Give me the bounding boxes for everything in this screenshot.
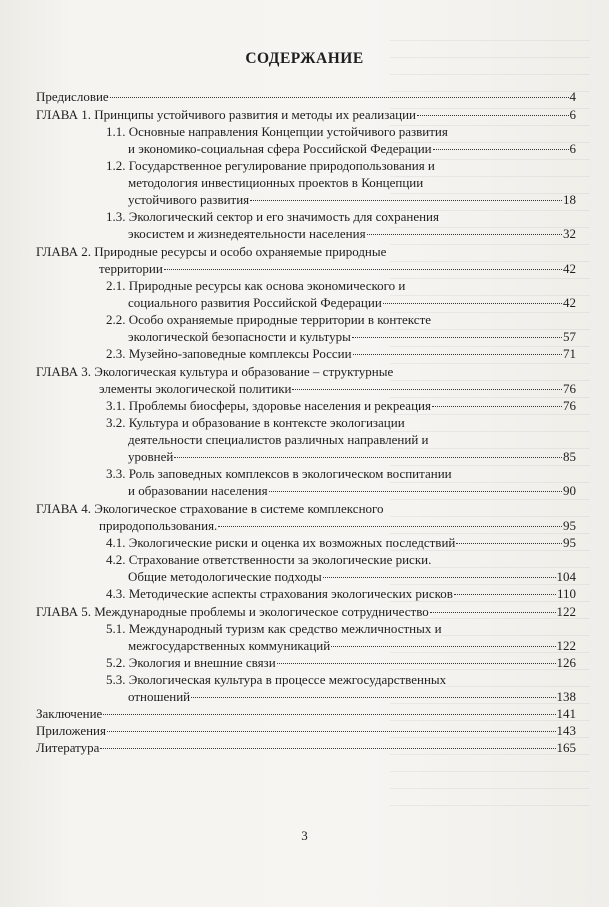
toc-entry-text: Заключение	[36, 706, 103, 721]
toc-entry-text: экологической безопасности и культуры	[128, 329, 351, 344]
toc-entry-text: 5.3. Экологическая культура в процессе межгосударственных	[106, 672, 447, 687]
toc-entry-text: уровней	[128, 449, 174, 464]
toc-entry-text: методология инвестиционных проектов в Концепции	[128, 175, 424, 190]
toc-entry	[36, 465, 576, 499]
toc-entry	[36, 88, 576, 105]
dot-leader	[454, 594, 556, 595]
table-of-contents	[36, 88, 576, 756]
toc-entry	[36, 345, 576, 362]
dot-leader	[277, 663, 556, 664]
toc-entry-text: Общие методологические подходы	[128, 569, 322, 584]
toc-entry-text: 3.1. Проблемы биосферы, здоровье населения и рекреация	[106, 398, 431, 413]
toc-entry-text: 4.2. Страхование ответственности за экологические риски.	[106, 552, 432, 567]
toc-entry	[36, 277, 576, 311]
toc-page-number: 85	[563, 449, 576, 464]
dot-leader	[100, 748, 555, 749]
dot-leader	[292, 389, 562, 390]
dot-leader	[174, 457, 562, 458]
toc-entry	[36, 620, 576, 654]
toc-entry-text: ГЛАВА 5. Международные проблемы и экологическое сотрудничество	[36, 604, 429, 619]
toc-page-number: 110	[556, 586, 576, 601]
toc-entry	[36, 397, 576, 414]
toc-page-number: 4	[569, 89, 576, 104]
toc-entry-text: экосистем и жизнедеятельности населения	[128, 226, 366, 241]
toc-entry-text: ГЛАВА 1. Принципы устойчивого развития и методы их реализации	[36, 107, 416, 122]
toc-entry-text: ГЛАВА 3. Экологическая культура и образование – структурные	[36, 364, 394, 379]
dot-leader	[323, 577, 556, 578]
toc-page-number: 42	[563, 295, 576, 310]
toc-page-number: 42	[563, 261, 576, 276]
dot-leader	[103, 714, 555, 715]
toc-entry-text: 3.3. Роль заповедных комплексов в экологическом воспитании	[106, 466, 452, 481]
toc-page-number: 126	[556, 655, 576, 670]
toc-entry-text: 3.2. Культура и образование в контексте экологизации	[106, 415, 405, 430]
dot-leader	[352, 337, 562, 338]
toc-entry-text: 1.2. Государственное регулирование природопользования и	[106, 158, 435, 173]
dot-leader	[430, 612, 556, 613]
toc-entry-text: ГЛАВА 2. Природные ресурсы и особо охраняемые природные	[36, 244, 387, 259]
toc-entry-text: Приложения	[36, 723, 106, 738]
toc-entry-text: 2.1. Природные ресурсы как основа экономического и	[106, 278, 406, 293]
toc-entry	[36, 671, 576, 705]
dot-leader	[107, 731, 556, 732]
toc-entry-text: 4.1. Экологические риски и оценка их возможных последствий	[106, 535, 456, 550]
toc-page-number: 71	[563, 346, 576, 361]
toc-page-number: 76	[563, 381, 576, 396]
toc-entry-text: 1.1. Основные направления Концепции устойчивого развития	[106, 124, 448, 139]
toc-page-number: 32	[563, 226, 576, 241]
toc-entry	[36, 585, 576, 602]
toc-page-number: 143	[556, 723, 576, 738]
toc-entry	[36, 106, 576, 123]
toc-page-number: 104	[556, 569, 576, 584]
toc-page-number: 141	[556, 706, 576, 721]
dot-leader	[367, 234, 562, 235]
toc-entry	[36, 722, 576, 739]
toc-entry	[36, 500, 576, 534]
toc-entry	[36, 705, 576, 722]
toc-page-number: 165	[556, 740, 576, 755]
toc-entry	[36, 603, 576, 620]
toc-entry-text: элементы экологической политики	[99, 381, 292, 396]
dot-leader	[250, 200, 562, 201]
dot-leader	[331, 646, 555, 647]
toc-entry	[36, 311, 576, 345]
dot-leader	[164, 269, 562, 270]
toc-entry-text: 5.1. Международный туризм как средство межличностных и	[106, 621, 442, 636]
dot-leader	[432, 406, 562, 407]
toc-entry-text: межгосударственных коммуникаций	[128, 638, 331, 653]
dot-leader	[110, 97, 569, 98]
dot-leader	[269, 491, 562, 492]
toc-page-number: 76	[563, 398, 576, 413]
toc-page-number: 95	[563, 518, 576, 533]
toc-entry	[36, 208, 576, 242]
page-number: 3	[301, 828, 308, 843]
dot-leader	[218, 526, 562, 527]
page-title: СОДЕРЖАНИЕ	[245, 50, 364, 67]
dot-leader	[417, 115, 569, 116]
toc-entry	[36, 243, 576, 277]
toc-entry	[36, 123, 576, 157]
toc-entry-text: территории	[99, 261, 163, 276]
toc-entry-text: и экономико-социальная сфера Российской Федерации	[128, 141, 432, 156]
toc-entry-text: Литература	[36, 740, 100, 755]
toc-page-number: 122	[556, 638, 576, 653]
dot-leader	[383, 303, 562, 304]
toc-entry-text: 2.3. Музейно-заповедные комплексы России	[106, 346, 352, 361]
toc-page-number: 6	[569, 141, 576, 156]
toc-page-number: 6	[569, 107, 576, 122]
toc-entry-text: отношений	[128, 689, 191, 704]
toc-page-number: 90	[563, 483, 576, 498]
toc-entry-text: 5.2. Экология и внешние связи	[106, 655, 276, 670]
toc-page-number: 95	[563, 535, 576, 550]
toc-entry	[36, 363, 576, 397]
toc-entry-text: Предисловие	[36, 89, 109, 104]
toc-entry	[36, 551, 576, 585]
toc-entry	[36, 654, 576, 671]
dot-leader	[191, 697, 555, 698]
toc-page-number: 18	[563, 192, 576, 207]
toc-entry	[36, 534, 576, 551]
toc-page-number: 138	[556, 689, 576, 704]
dot-leader	[456, 543, 562, 544]
dot-leader	[433, 149, 569, 150]
toc-page-number: 122	[556, 604, 576, 619]
toc-entry-text: ГЛАВА 4. Экологическое страхование в системе комплексного	[36, 501, 384, 516]
toc-entry-text: природопользования.	[99, 518, 218, 533]
toc-entry-text: 4.3. Методические аспекты страхования экологических рисков	[106, 586, 453, 601]
toc-entry-text: и образовании населения	[128, 483, 268, 498]
toc-entry	[36, 157, 576, 208]
toc-entry-text: 1.3. Экологический сектор и его значимость для сохранения	[106, 209, 439, 224]
toc-entry-text: устойчивого развития	[128, 192, 250, 207]
toc-entry	[36, 739, 576, 756]
toc-entry-text: 2.2. Особо охраняемые природные территории в контексте	[106, 312, 432, 327]
toc-entry-text: деятельности специалистов различных направлений и	[128, 432, 429, 447]
dot-leader	[353, 354, 562, 355]
toc-page-number: 57	[563, 329, 576, 344]
toc-entry	[36, 414, 576, 465]
toc-entry-text: социального развития Российской Федерации	[128, 295, 382, 310]
